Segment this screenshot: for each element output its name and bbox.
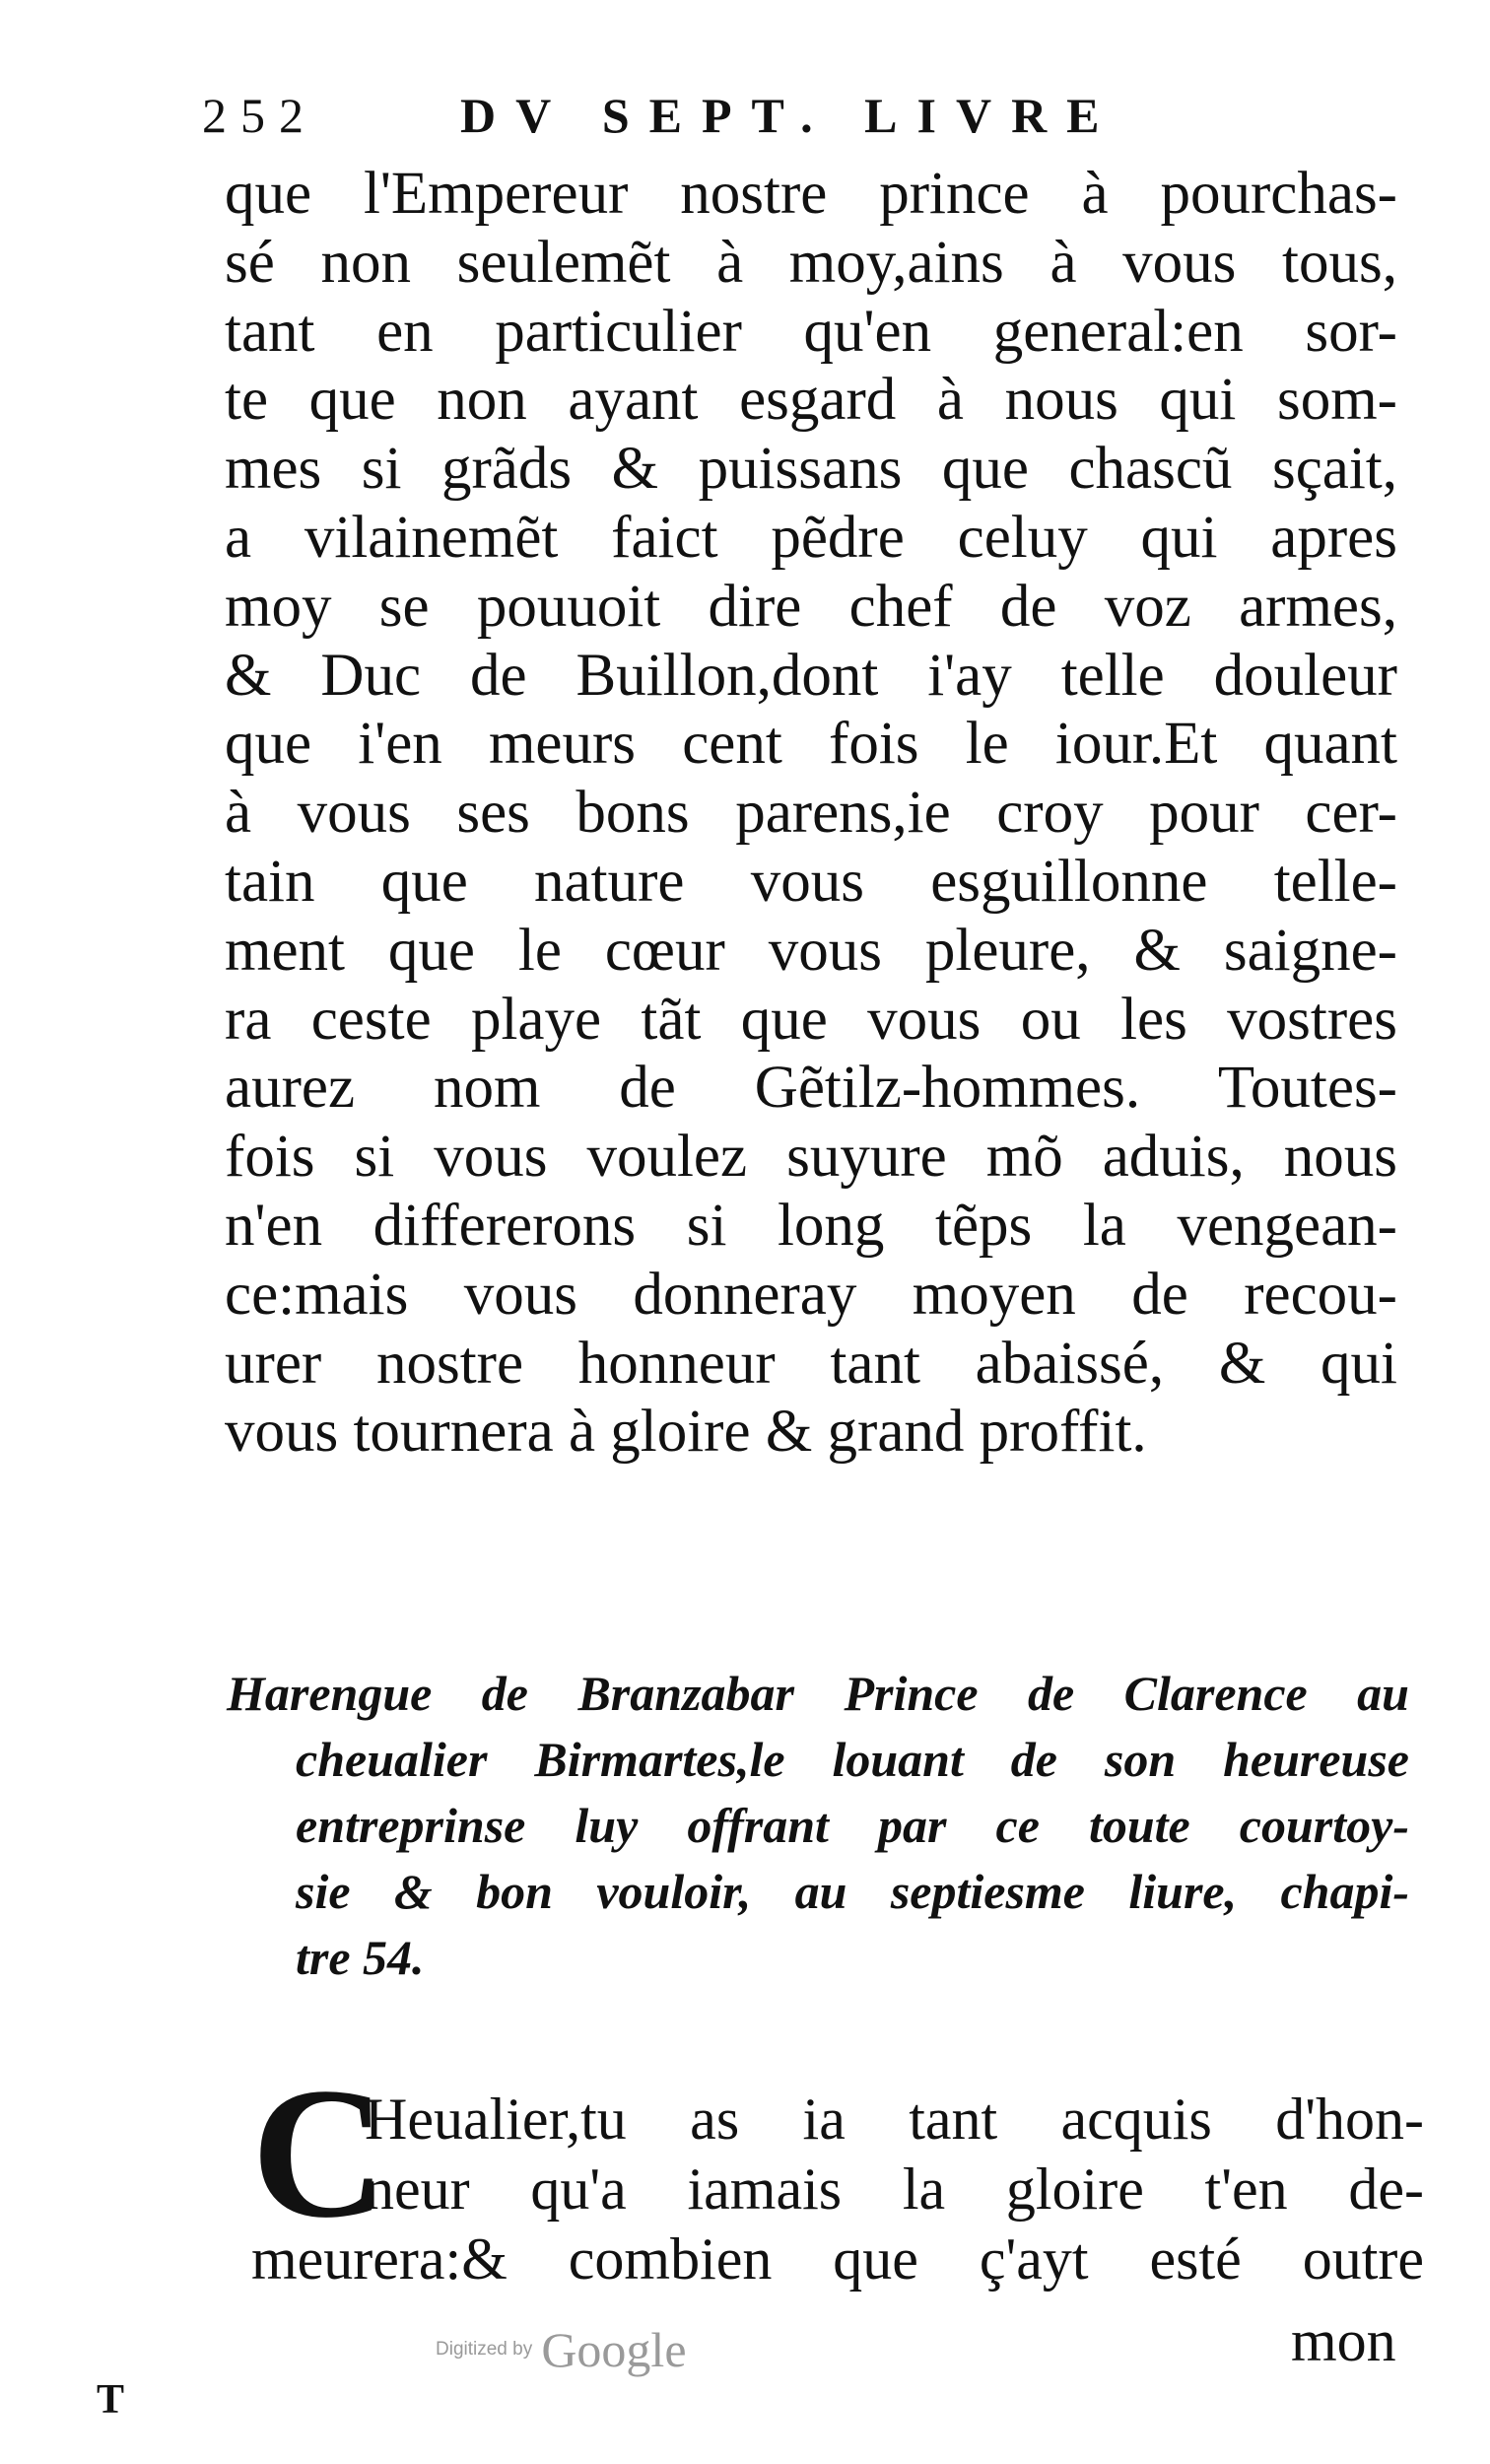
heading-line: tre 54. [296, 1930, 425, 1985]
text-line: sé non seulemẽt à moy,ains à vous tous, [225, 229, 1397, 296]
chapter-line: meurera:& combien que ç'ayt esté outre [251, 2226, 1424, 2292]
text-line: mes si grãds & puissans que chascũ sçait, [225, 436, 1397, 503]
text-line: tain que nature vous esguillonne telle- [225, 848, 1397, 915]
printer-mark: T [97, 2377, 125, 2423]
text-line: moy se pouuoit dire chef de voz armes, [225, 573, 1397, 640]
text-line: que i'en meurs cent fois le iour.Et quant [225, 711, 1397, 778]
chapter-line: Heualier,tu as ia tant acquis d'hon- [365, 2087, 1424, 2152]
text-line: n'en differerons si long tẽps la vengean- [225, 1192, 1397, 1259]
text-line: ce:mais vous donneray moyen de recou- [225, 1261, 1397, 1328]
digitizer-watermark [436, 2321, 687, 2378]
chapter-line: neur qu'a iamais la gloire t'en de- [365, 2156, 1424, 2222]
page-number: 252 [202, 88, 317, 143]
text-line: & Duc de Buillon,dont i'ay telle douleur [225, 642, 1397, 709]
catchword: mon [1291, 2308, 1396, 2373]
heading-line: cheualier Birmartes,le louant de son heureuse [296, 1732, 1409, 1787]
heading-line: Harengue de Branzabar Prince de Clarence au [227, 1666, 1409, 1721]
heading-line: sie & bon vouloir, au septiesme liure, chapi- [296, 1864, 1409, 1919]
text-line: urer nostre honneur tant abaissé, & qui [225, 1330, 1397, 1397]
watermark-prefix: Digitized by [436, 2339, 533, 2360]
text-line: a vilainemẽt faict pẽdre celuy qui apres [225, 504, 1397, 571]
text-line: à vous ses bons parens,ie croy pour cer- [225, 780, 1397, 847]
text-line: que l'Empereur nostre prince à pourchas- [225, 161, 1397, 227]
text-line: te que non ayant esgard à nous qui som- [225, 367, 1397, 434]
text-line: tant en particulier qu'en general:en sor- [225, 298, 1397, 365]
chapter-body [251, 2050, 1424, 2294]
text-line: ment que le cœur vous pleure, & saigne- [225, 917, 1397, 984]
drop-cap: C [251, 2050, 387, 2257]
google-logo: Google [541, 2322, 687, 2377]
chapter-heading [227, 1661, 1409, 1991]
text-line: vous tournera à gloire & grand proffit. [225, 1399, 1147, 1466]
body-text [225, 160, 1397, 1467]
text-line: fois si vous voulez suyure mõ aduis, nous [225, 1124, 1397, 1191]
text-line: ra ceste playe tãt que vous ou les vostres [225, 986, 1397, 1053]
heading-line: entreprinse luy offrant par ce toute courtoy- [296, 1798, 1409, 1853]
running-header [202, 87, 1197, 156]
running-title: DV SEPT. LIVRE [460, 88, 1119, 143]
text-line: aurez nom de Gẽtilz-hommes. Toutes- [225, 1055, 1397, 1122]
